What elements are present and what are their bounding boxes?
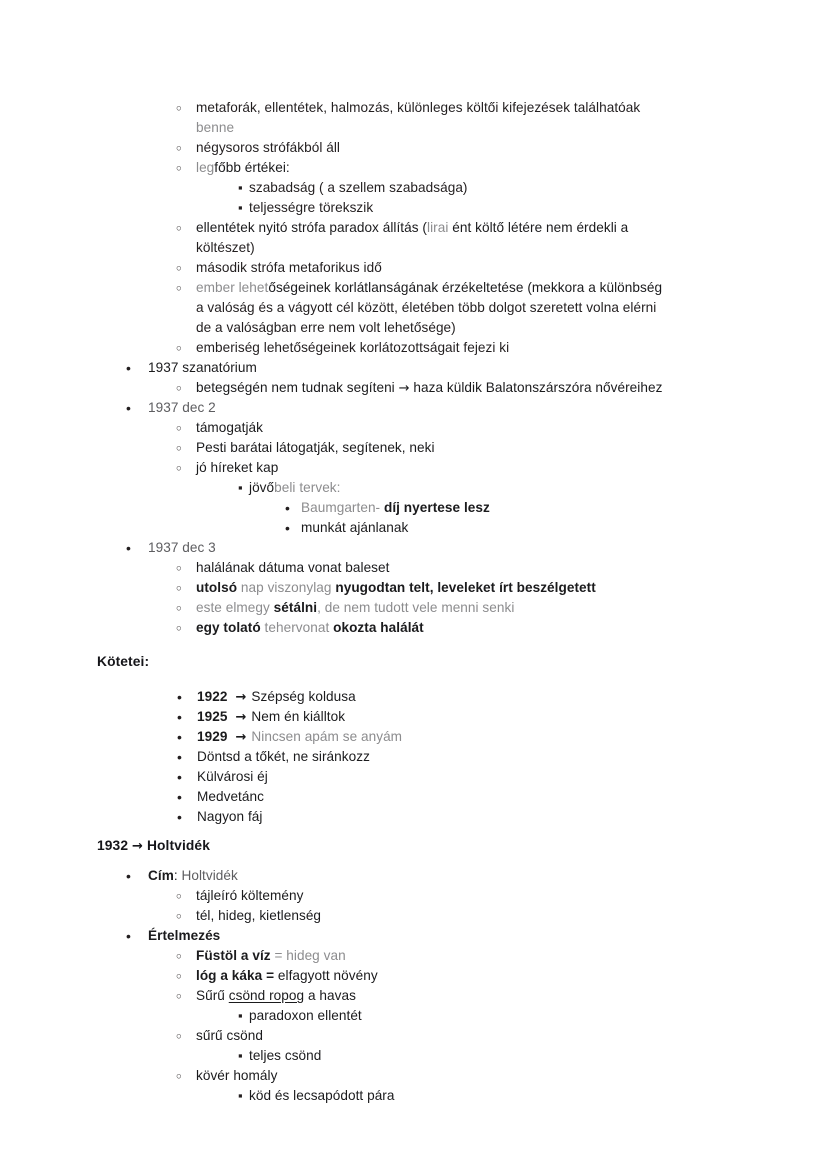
list-item-kotet-kulvarosi: Külvárosi éj	[197, 769, 268, 784]
list-bullet-circle	[176, 218, 182, 240]
fustol-seg-0: Füstöl a víz	[196, 948, 271, 963]
list-item-ember-line2: a valóság és a vágyott cél között, életében több dolgot szeretett volna elérni	[196, 300, 657, 315]
list-item-baumgarten	[301, 498, 490, 518]
list-item-legfobb: legfőbb értékei:	[196, 160, 290, 175]
list-item-utolso	[196, 578, 596, 598]
list-item-fustol	[196, 946, 346, 966]
list-bullet-circle	[176, 278, 182, 300]
heading-1937-szanatorium: 1937 szanatórium	[148, 360, 257, 375]
list-item-ellentetek-line2: költészet)	[196, 240, 255, 255]
list-item-betegsegen	[196, 378, 662, 399]
list-item-ember-line3: de a valóságban erre nem volt lehetősége)	[196, 320, 456, 335]
list-item-jovobeli: jövőbeli tervek:	[249, 480, 341, 495]
list-item-tolato	[196, 618, 424, 638]
fustol-seg-1: =	[270, 948, 287, 963]
tolato-seg-2: okozta halálát	[333, 620, 424, 635]
ellentetek-part-a: ellentétek nyitó strófa paradox állítás (	[196, 220, 427, 235]
kotet-title: Szépség koldusa	[251, 689, 356, 704]
list-item-kotet-dontsd: Döntsd a tőkét, ne siránkozz	[197, 749, 370, 764]
list-item-szabadsag: szabadság ( a szellem szabadsága)	[249, 180, 468, 195]
list-bullet-circle	[176, 618, 182, 640]
surucsond-seg-1-underlined: csönd ropog	[228, 988, 305, 1003]
logakaka-seg-0: lóg a káka =	[196, 968, 278, 983]
list-bullet-square	[238, 1006, 243, 1026]
baumgarten-part-b: díj nyertese lesz	[383, 500, 490, 515]
list-bullet-dot	[177, 727, 182, 748]
list-bullet-square	[238, 1046, 243, 1066]
heading-1937-dec2: 1937 dec 2	[148, 400, 216, 415]
heading-ertelmezes: Értelmezés	[148, 928, 221, 943]
list-bullet-circle	[176, 158, 182, 180]
kotet-year: 1922	[197, 689, 228, 704]
list-item-tel: tél, hideg, kietlenség	[196, 908, 322, 923]
list-bullet-circle	[176, 558, 182, 580]
list-item-tajleiro: tájleíró költemény	[196, 888, 304, 903]
list-bullet-circle	[176, 578, 182, 600]
este-seg-1: sétálni	[273, 600, 318, 615]
list-item-pesti: Pesti barátai látogatják, segítenek, neki	[196, 440, 435, 455]
list-bullet-circle	[176, 458, 182, 480]
list-item-ellentetek-line1	[196, 218, 628, 238]
utolso-seg-1: nap viszonylag	[240, 580, 336, 595]
heading-1937-dec3: 1937 dec 3	[148, 540, 216, 555]
list-bullet-dot	[126, 926, 131, 947]
tolato-seg-0: egy tolató	[196, 620, 265, 635]
list-item-johirek: jó híreket kap	[196, 460, 279, 475]
list-item-metaforak-line2: benne	[196, 120, 235, 135]
list-bullet-circle	[176, 338, 182, 360]
kotet-title: Nem én kiálltok	[251, 709, 346, 724]
surucsond-seg-0: Sűrű	[196, 988, 229, 1003]
list-item-teljescsond: teljes csönd	[249, 1048, 322, 1063]
list-bullet-dot	[177, 767, 182, 788]
holtvidek-year: 1932	[97, 838, 133, 853]
list-item-metaforak-line1: metaforák, ellentétek, halmozás, különleges költői kifejezések találhatóak	[196, 100, 641, 115]
arrow-icon: →	[398, 381, 410, 396]
list-bullet-circle	[176, 986, 182, 1008]
kotet-year: 1925	[197, 709, 228, 724]
list-bullet-circle	[176, 418, 182, 440]
list-item-negysoros: négysoros strófákból áll	[196, 140, 341, 155]
list-item-cim	[148, 866, 238, 886]
list-item-kotet-1922	[197, 687, 356, 708]
list-bullet-circle	[176, 966, 182, 988]
list-bullet-square	[238, 178, 243, 198]
list-item-este	[196, 598, 514, 618]
fustol-seg-2: hideg van	[286, 948, 346, 963]
list-bullet-circle	[176, 1066, 182, 1088]
list-item-teljesseg: teljességre törekszik	[249, 200, 374, 215]
list-item-halalanak	[196, 558, 389, 578]
list-item-kotet-1925	[197, 707, 345, 728]
surucsond-seg-2: a havas	[304, 988, 356, 1003]
list-bullet-circle	[176, 946, 182, 968]
list-bullet-dot	[177, 707, 182, 728]
list-bullet-circle	[176, 378, 182, 400]
ember-part-b: őségeinek korlátlanságának érzékeltetése (mekkora a különbség	[268, 280, 663, 295]
heading-kotetei: Kötetei:	[97, 654, 150, 669]
list-item-surucsondropog	[196, 986, 356, 1006]
utolso-seg-2: nyugodtan telt, leveleket írt beszélgetett	[335, 580, 596, 595]
utolso-seg-0: utolsó	[196, 580, 241, 595]
list-bullet-square	[238, 198, 243, 218]
list-bullet-circle	[176, 598, 182, 620]
list-bullet-circle	[176, 258, 182, 280]
list-item-surucsond: sűrű csönd	[196, 1028, 263, 1043]
list-item-munkat: munkát ajánlanak	[301, 520, 409, 535]
cim-value: Holtvidék	[181, 868, 238, 883]
list-bullet-dot	[126, 398, 131, 419]
list-item-koverhomaly: kövér homály	[196, 1068, 278, 1083]
arrow-icon: →	[235, 710, 247, 725]
list-bullet-dot	[126, 538, 131, 559]
logakaka-seg-1: elfagyott növény	[277, 968, 378, 983]
arrow-icon: →	[235, 690, 247, 705]
kotet-year: 1929	[197, 729, 228, 744]
ellentetek-part-b: lirai	[427, 220, 449, 235]
list-bullet-dot	[126, 866, 131, 887]
list-item-paradoxon: paradoxon ellentét	[249, 1008, 362, 1023]
arrow-icon: →	[132, 839, 144, 854]
list-bullet-circle	[176, 98, 182, 120]
list-item-kotet-nagyonfaj: Nagyon fáj	[197, 809, 263, 824]
arrow-icon: →	[235, 730, 247, 745]
list-bullet-dot	[285, 498, 290, 520]
list-bullet-dot	[177, 687, 182, 708]
holtvidek-title: Holtvidék	[143, 838, 210, 853]
list-bullet-dot	[177, 807, 182, 828]
list-bullet-circle	[176, 1026, 182, 1048]
betegsegen-part-a: betegségén nem tudnak segíteni	[196, 380, 399, 395]
list-item-ember-line1	[196, 278, 662, 298]
list-item-masodik: második strófa metaforikus idő	[196, 260, 382, 275]
ember-part-a: ember lehet	[196, 280, 269, 295]
list-item-tamogatjak: támogatják	[196, 420, 263, 435]
list-bullet-dot	[177, 747, 182, 768]
list-item-logakaka	[196, 966, 378, 986]
list-item-emberiseg: emberiség lehetőségeinek korlátozottságait fejezi ki	[196, 340, 510, 355]
list-bullet-circle	[176, 886, 182, 908]
betegsegen-part-b: haza küldik Balatonszárszóra nővéreihez	[409, 380, 663, 395]
list-bullet-circle	[176, 438, 182, 460]
list-bullet-dot	[126, 358, 131, 379]
este-seg-0: este elmegy	[196, 600, 274, 615]
halalanak-seg-0: halálának dátuma vonat baleset	[196, 560, 390, 575]
list-bullet-circle	[176, 138, 182, 160]
heading-holtvidek	[97, 836, 210, 857]
tolato-seg-1: tehervonat	[264, 620, 334, 635]
list-item-kotet-medvetanc: Medvetánc	[197, 789, 264, 804]
list-bullet-circle	[176, 906, 182, 928]
list-item-kod: köd és lecsapódott pára	[249, 1088, 395, 1103]
baumgarten-part-a: Baumgarten-	[301, 500, 384, 515]
list-item-kotet-1929	[197, 727, 402, 748]
este-seg-2: , de nem tudott vele menni senki	[317, 600, 515, 615]
cim-label: Cím	[148, 868, 174, 883]
list-bullet-dot	[285, 518, 290, 540]
kotet-title: Nincsen apám se anyám	[251, 729, 403, 744]
list-bullet-square	[238, 1086, 243, 1106]
list-bullet-square	[238, 478, 243, 498]
cim-separator: :	[173, 868, 182, 883]
list-bullet-dot	[177, 787, 182, 808]
ellentetek-part-c: ént költő létére nem érdekli a	[448, 220, 629, 235]
